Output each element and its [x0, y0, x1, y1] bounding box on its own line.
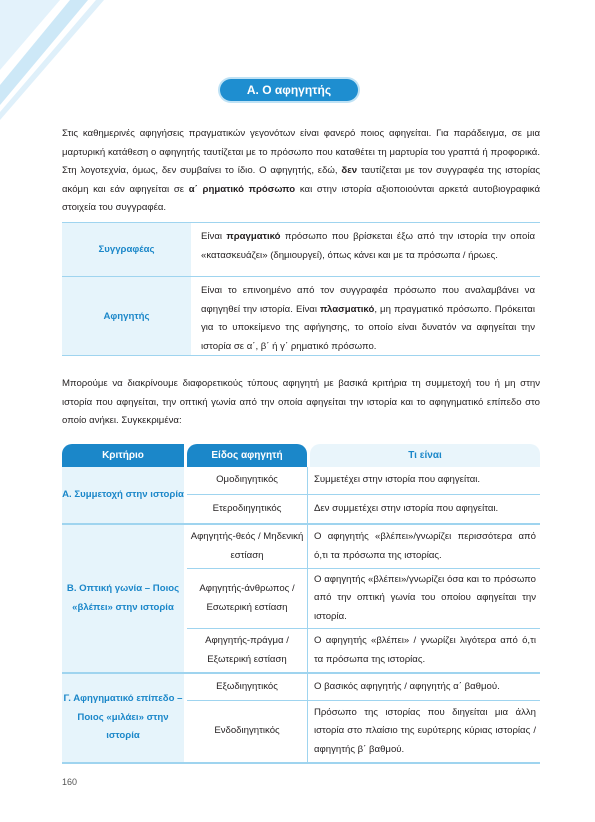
decorative-corner-stripes [0, 0, 200, 120]
narrator-description: Συμμετέχει στην ιστορία που αφηγείται. [314, 474, 481, 486]
narrator-description: Ο αφηγητής «βλέπει»/γνωρίζει όσα και το πρόσωπο από την οπτική γωνία του οποίου αφηγείται την ιστορία. [314, 573, 536, 622]
table-row [187, 701, 540, 762]
definition-row [62, 222, 540, 277]
definition-row [62, 277, 540, 356]
header-criterion: Κριτήριο [62, 444, 184, 467]
definition-text: Είναι το επινοημένο από τον συγγραφέα πρόσωπο που αναλαμβάνει να αφηγηθεί την ιστορία. Είναι πλασματικό, μη πραγματικό πρόσωπο. Πρόκειται για το υποκείμενο της αφήγησης, το οποίο είναι δυνατόν να αφηγείται την ιστορία σε α΄, β΄ ή γ΄ ρηματικό πρόσωπο. [201, 285, 535, 352]
table-row [187, 674, 540, 701]
narrator-description: Δεν συμμετέχει στην ιστορία που αφηγείται. [314, 502, 499, 514]
criterion-group [62, 467, 540, 525]
table-header [62, 444, 540, 467]
definition-text: Είναι πραγματικό πρόσωπο που βρίσκεται έξω από την ιστορία την οποία «κατασκευάζει» (δημιουργεί), όπως κάνει και με τα πρόσωπα / ήρωες. [201, 231, 536, 261]
narrator-type: Αφηγητής-άνθρωπος / Εσωτερική εστίαση [187, 569, 308, 628]
table-row [187, 525, 540, 569]
narrator-type: Αφηγητής-πράγμα / Εξωτερική εστίαση [187, 629, 308, 672]
narrator-description: Ο αφηγητής «βλέπει» / γνωρίζει λιγότερα από ό,τι τα πρόσωπα της ιστορίας. [314, 634, 536, 665]
criterion-label: Α. Συμμετοχή στην ιστορία [62, 467, 184, 523]
section-title: Α. Ο αφηγητής [220, 79, 358, 101]
table-row [187, 569, 540, 629]
narrator-type: Ενδοδιηγητικός [187, 701, 308, 762]
middle-paragraph: Μπορούμε να διακρίνουμε διαφορετικούς τύπους αφηγητή με βασικά κριτήρια τη συμμετοχή του ή μη στην ιστορία που αφηγείται, την οπτική γωνία από την οποία αφηγείται την ιστορία και το αφηγηματικό επίπεδο στο οποίο ανήκει. Συγκεκριμένα: [62, 378, 540, 427]
narrator-description: Πρόσωπο της ιστορίας που διηγείται μια άλλη ιστορία στο πλαίσιο της ευρύτερης κύριας ιστορίας / αφηγητής β΄ βαθμού. [314, 706, 536, 755]
criterion-group [62, 525, 540, 674]
narrator-type: Ετεροδιηγητικός [187, 495, 308, 523]
narrator-type: Αφηγητής-θεός / Μηδενική εστίαση [187, 525, 308, 568]
table-row [187, 629, 540, 672]
criterion-label: Β. Οπτική γωνία – Ποιος «βλέπει» στην ιστορία [62, 525, 184, 672]
narrator-type: Ομοδιηγητικός [187, 467, 308, 494]
table-row [187, 495, 540, 523]
table-row [187, 467, 540, 495]
narrator-type: Εξωδιηγητικός [187, 674, 308, 700]
narrator-types-table [62, 444, 540, 764]
definition-label: Συγγραφέας [62, 223, 191, 276]
intro-paragraph: Στις καθημερινές αφηγήσεις πραγματικών γεγονότων είναι φανερό ποιος αφηγείται. Για παράδειγμα, σε μια μαρτυρική κατάθεση ο αφηγητής ταυτίζεται με το πρόσωπο που καταθέτει τη μαρτυρία του γραπτά ή προφορικά. Στη λογοτεχνία, όμως, δεν συμβαίνει το ίδιο. Ο αφηγητής, εδώ, δεν ταυτίζεται με τον συγγραφέα της ιστορίας ακόμη και εάν αφηγείται σε α΄ ρηματικό πρόσωπο και στην ιστορία αξιοποιούνται αρκετά αυτοβιογραφικά στοιχεία του συγγραφέα. [62, 128, 540, 214]
page-number: 160 [62, 777, 78, 787]
criterion-label: Γ. Αφηγηματικό επίπεδο – Ποιος «μιλάει» στην ιστορία [62, 674, 184, 762]
narrator-description: Ο αφηγητής «βλέπει»/γνωρίζει περισσότερα από ό,τι τα πρόσωπα της ιστορίας. [314, 530, 536, 561]
definition-label: Αφηγητής [62, 277, 191, 355]
definitions-table [62, 222, 540, 356]
header-narrator-type: Είδος αφηγητή [187, 444, 307, 467]
criterion-group [62, 674, 540, 764]
header-what-it-is: Τι είναι [310, 444, 540, 467]
narrator-description: Ο βασικός αφηγητής / αφηγητής α΄ βαθμού. [314, 680, 500, 692]
